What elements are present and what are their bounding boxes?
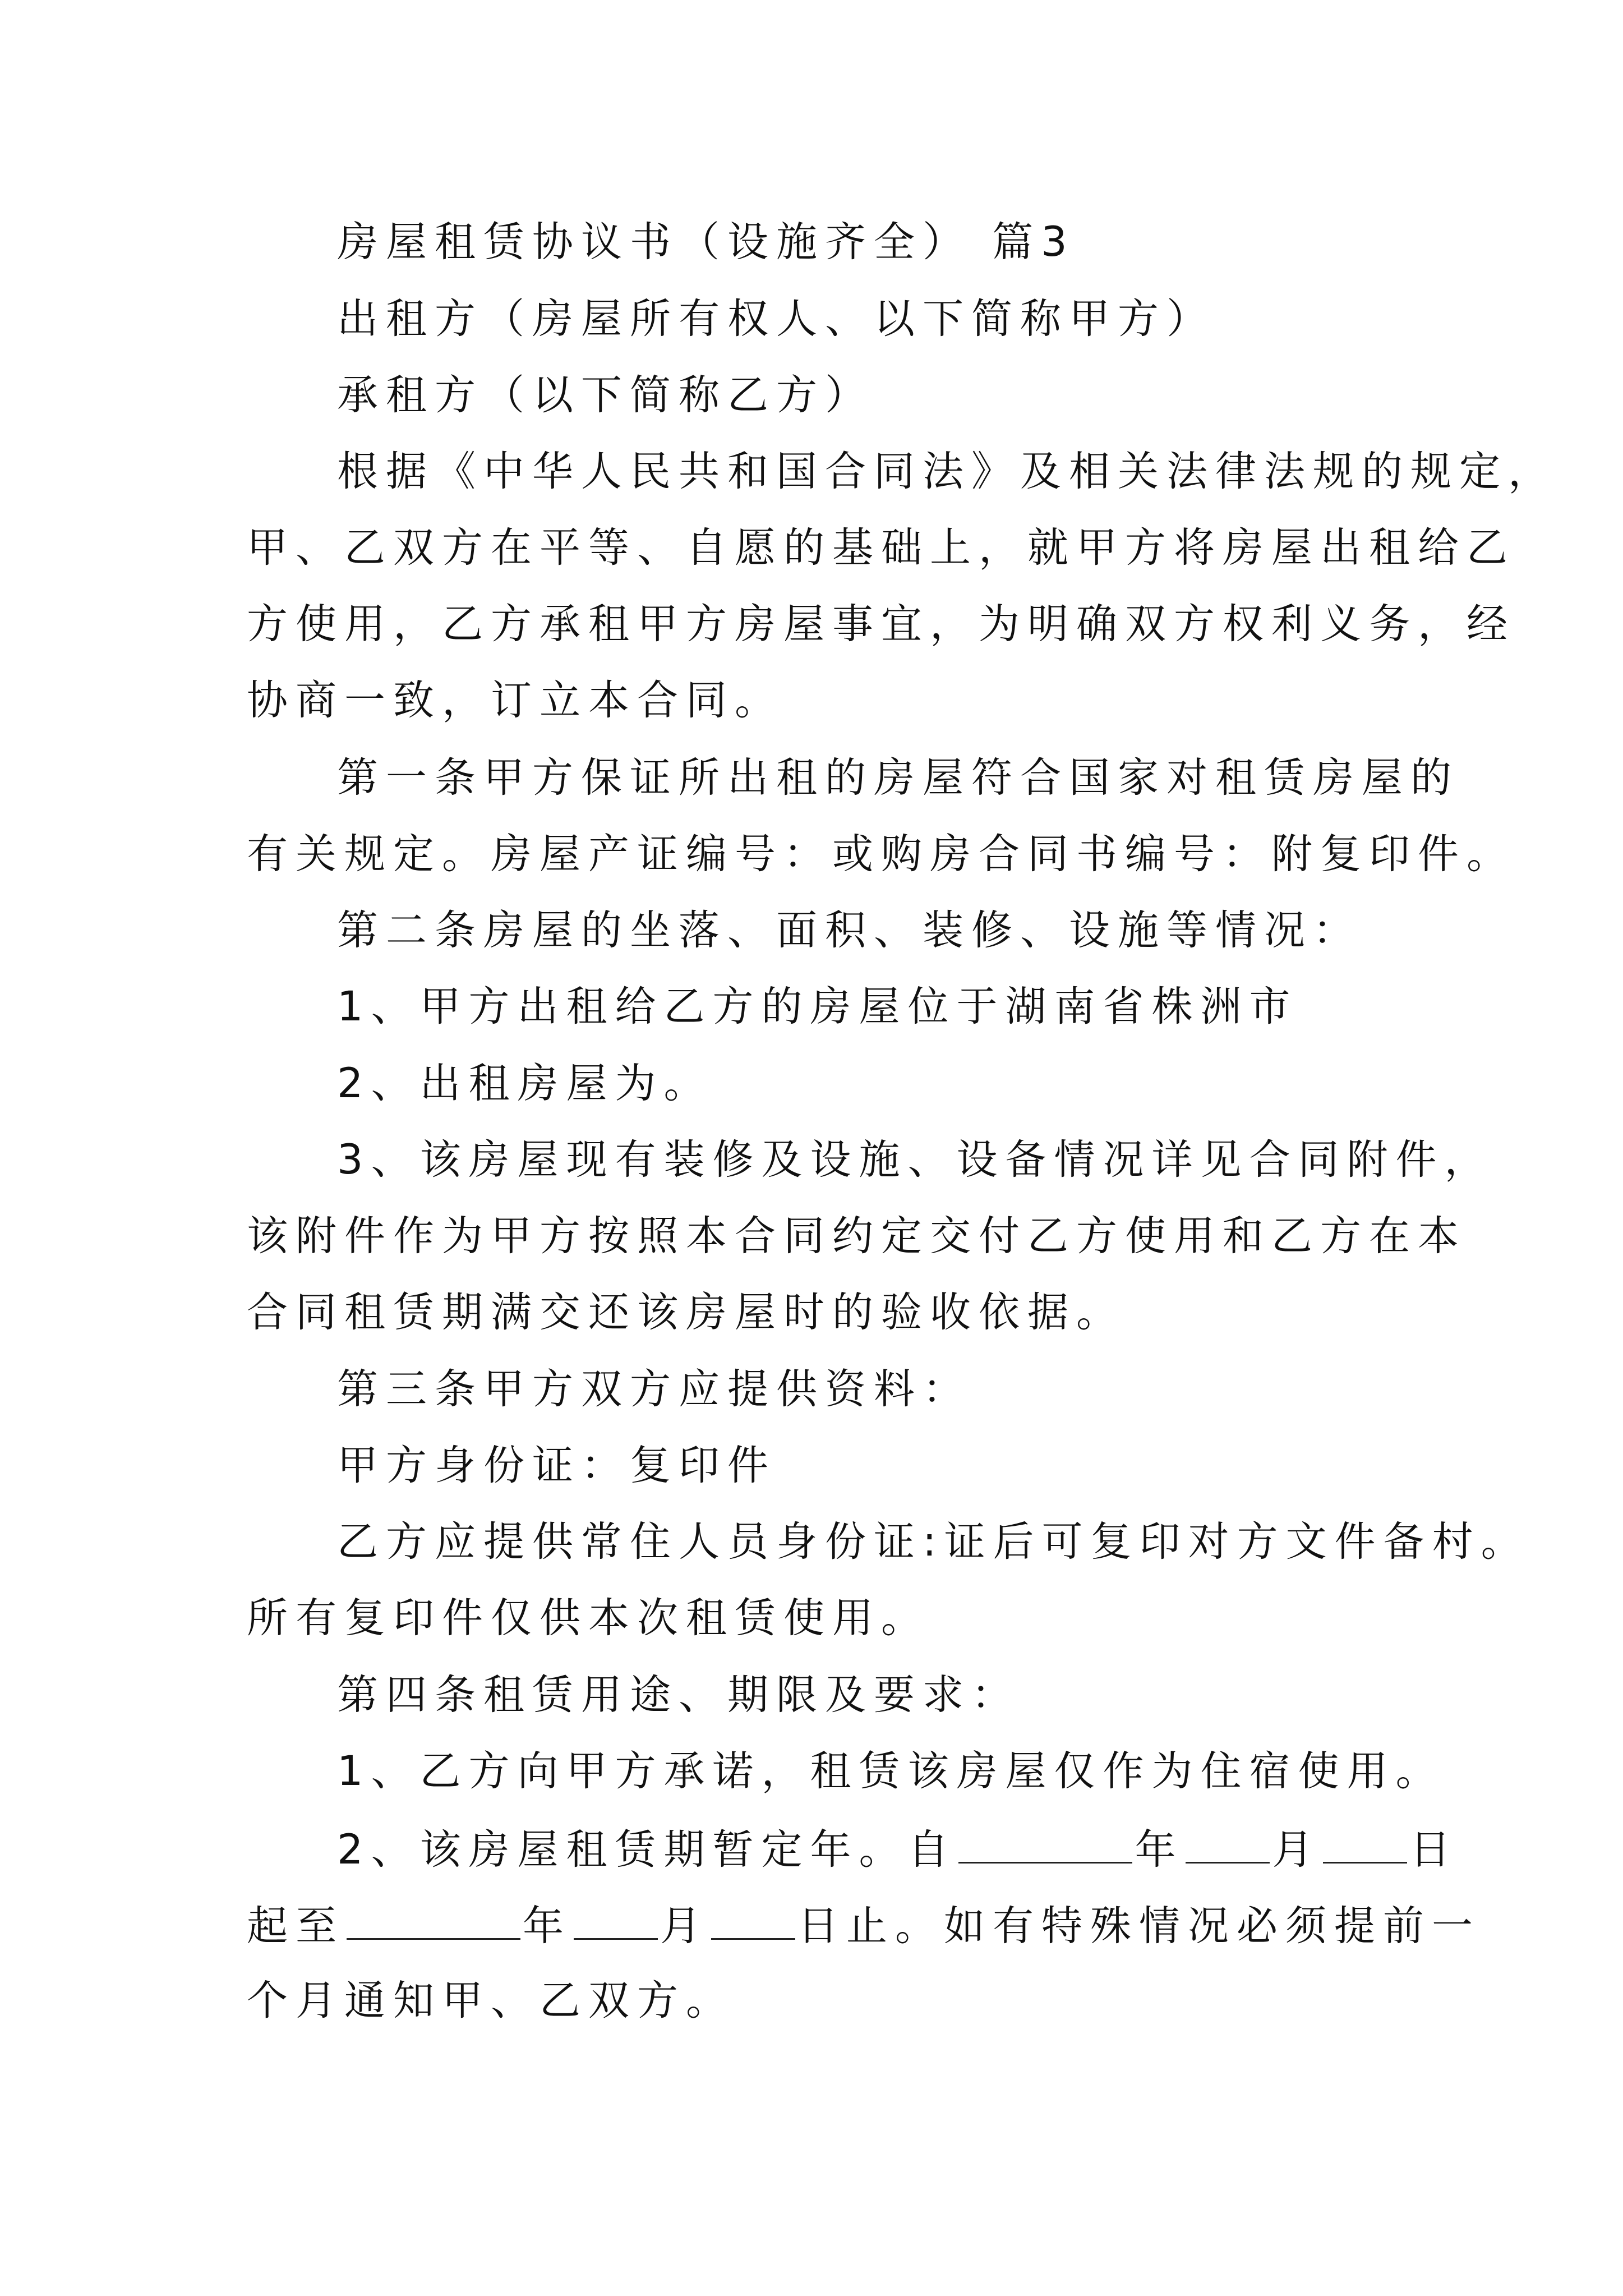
end-year-unit: 年	[523, 1902, 571, 1950]
article2-item3-line: 该附件作为甲方按照本合同约定交付乙方使用和乙方在本	[247, 1212, 1467, 1260]
preamble-line: 根据《中华人民共和国合同法》及相关法律法规的规定，	[337, 448, 1557, 495]
day-blank	[1323, 1827, 1407, 1864]
month-unit: 月	[1272, 1826, 1321, 1874]
preamble-line: 甲、乙双方在平等、自愿的基础上，就甲方将房屋出租给乙	[247, 524, 1515, 572]
day-unit: 日	[1409, 1826, 1459, 1874]
article3-party-b-line: 乙方应提供常住人员身份证:证后可复印对方文件备村。	[337, 1518, 1530, 1566]
article2-item1: 1、甲方出租给乙方的房屋位于湖南省株洲市	[337, 983, 1298, 1030]
article4-item1: 1、乙方向甲方承诺，租赁该房屋仅作为住宿使用。	[337, 1747, 1445, 1795]
article2-item3-line: 3、该房屋现有装修及设施、设备情况详见合同附件，	[337, 1136, 1493, 1184]
end-year-blank	[347, 1903, 520, 1940]
article4-item2-line1	[337, 1826, 1459, 1874]
month-blank	[1186, 1827, 1270, 1864]
article4-title: 第四条租赁用途、期限及要求：	[337, 1671, 1020, 1719]
year-blank	[958, 1827, 1132, 1864]
article2-title: 第二条房屋的坐落、面积、装修、设施等情况：	[337, 907, 1362, 954]
article2-item3-line: 合同租赁期满交还该房屋时的验收依据。	[247, 1289, 1125, 1336]
article4-item2-line2	[247, 1902, 1481, 1950]
end-date-prefix: 起至	[247, 1902, 344, 1950]
article3-party-a: 甲方身份证：复印件	[337, 1442, 776, 1489]
preamble-line: 方使用，乙方承租甲方房屋事宜，为明确双方权利义务，经	[247, 600, 1515, 648]
article1-line: 有关规定。房屋产证编号：或购房合同书编号：附复印件。	[247, 830, 1515, 878]
end-month-blank	[574, 1903, 658, 1940]
lessee-line: 承租方（以下简称乙方）	[337, 371, 874, 419]
article2-item2: 2、出租房屋为。	[337, 1060, 713, 1107]
article3-party-b-line: 所有复印件仅供本次租赁使用。	[247, 1594, 930, 1642]
article3-title: 第三条甲方双方应提供资料：	[337, 1365, 971, 1413]
end-month-unit: 月	[660, 1902, 709, 1950]
lessor-line: 出租方（房屋所有权人、以下简称甲方）	[337, 295, 1215, 343]
end-date-suffix: 日止。如有特殊情况必须提前一	[797, 1902, 1481, 1950]
year-unit: 年	[1135, 1826, 1184, 1874]
document-heading: 房屋租赁协议书（设施齐全） 篇3	[337, 218, 1075, 266]
article4-item2-line3: 个月通知甲、乙双方。	[247, 1977, 735, 2024]
preamble-line: 协商一致，订立本合同。	[247, 677, 783, 724]
article4-item2-text: 2、该房屋租赁期暂定年。自	[337, 1826, 957, 1874]
article1-line: 第一条甲方保证所出租的房屋符合国家对租赁房屋的	[337, 754, 1459, 802]
end-day-blank	[711, 1903, 795, 1940]
